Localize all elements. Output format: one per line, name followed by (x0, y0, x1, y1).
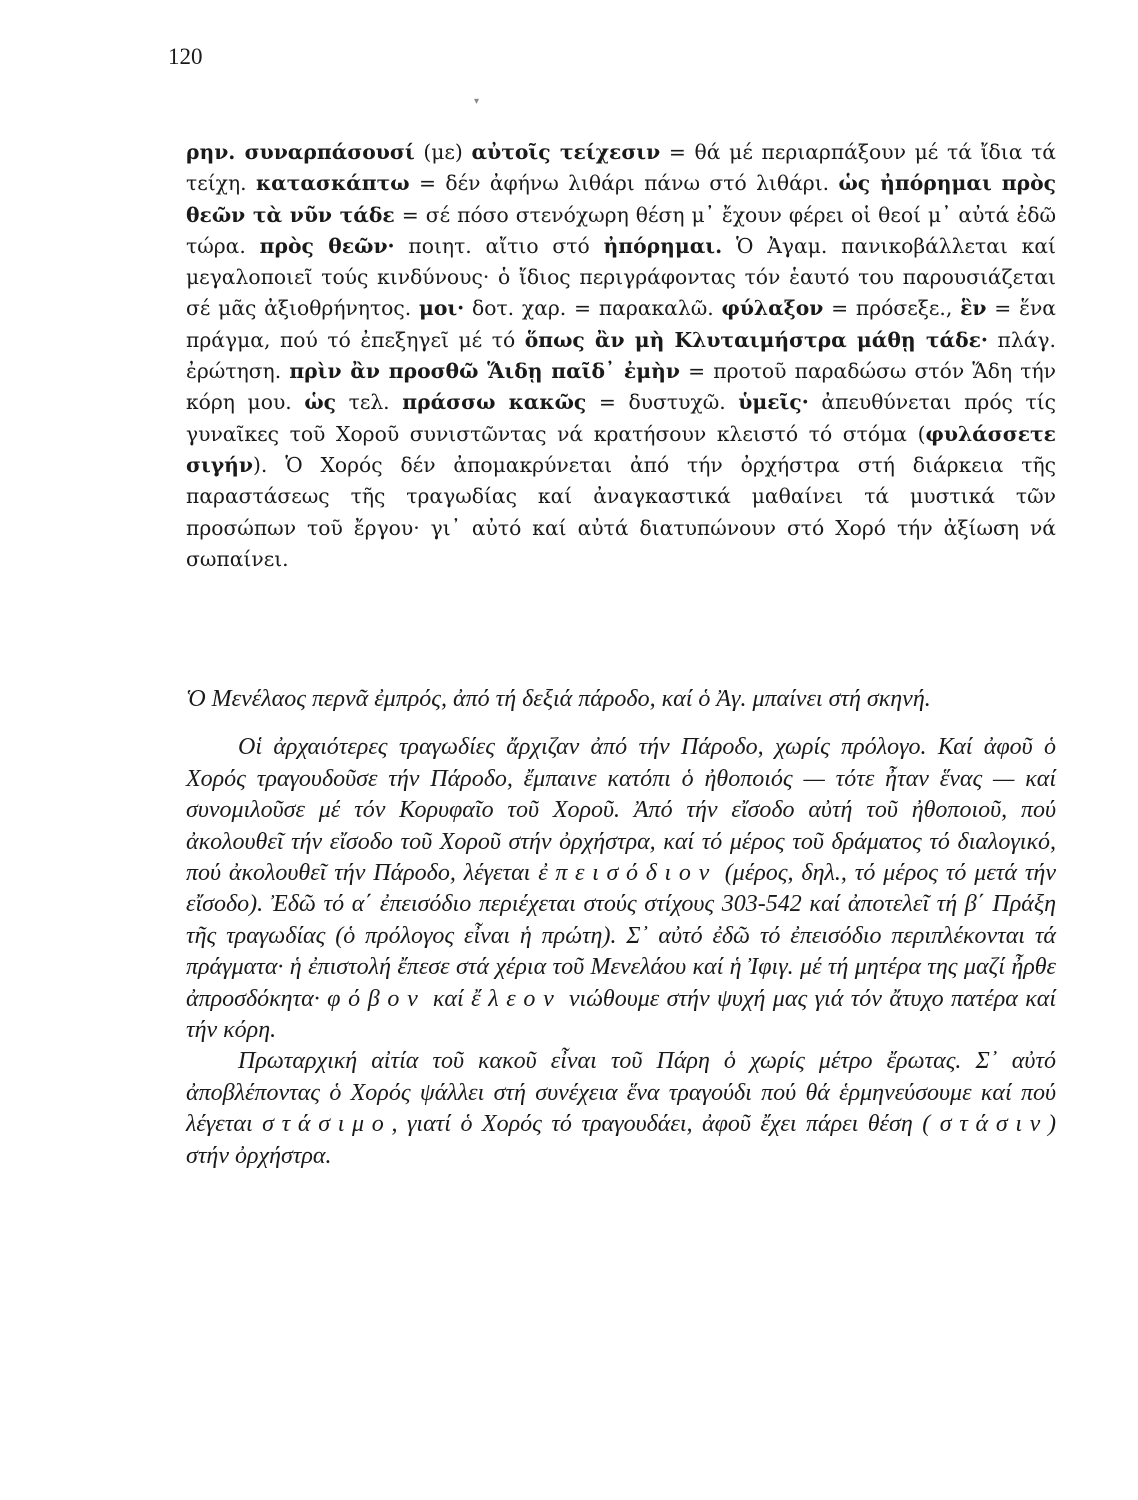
spaced-term: φόβον (327, 985, 426, 1012)
text-run: ἀπευθύνεται πρός τίς γυναῖκες τοῦ Χοροῦ συνιστῶντας νά κρατήσουν κλειστό τό στόμα ( (186, 390, 1057, 446)
text-run: Πρωταρχική αἰτία τοῦ κακοῦ εἶναι τοῦ Πάρη ὁ χωρίς μέτρο ἔρωτας. Σ᾿ αὐτό ἀποβλέποντας ὁ Χορός ψάλλει στή συνέχεια ἕνα τραγούδι πού θά ἑρμηνεύσουμε καί πού λέγεται (186, 1048, 1056, 1138)
bold-lemma: μοι· (418, 296, 465, 321)
commentary-text (186, 137, 1056, 575)
paragraph-stasimon (186, 1046, 1056, 1172)
text-run: = σέ πόσο στενόχωρη θέση μ᾿ ἔχουν φέρει οἱ θεοί μ᾿ αὐτά ἐδῶ τώρα. (186, 202, 1056, 258)
bold-lemma: ρην. (186, 140, 245, 164)
paragraph-episode (186, 732, 1056, 1046)
bold-lemma: πρὸς θεῶν· (259, 233, 395, 258)
text-run: ) στήν ὀρχήστρα. (186, 1111, 1057, 1169)
page-number: 120 (168, 44, 203, 69)
spaced-term: ἐπεισόδιον (538, 860, 717, 887)
text-run: , γιατί ὁ Χορός τό τραγουδάει, ἀφοῦ ἔχει πάρει θέση ( (391, 1111, 940, 1138)
text-run: = ἕνα πράγμα, πού τό ἐπεξηγεῖ μέ τό (186, 296, 1056, 352)
text-run: τελ. (336, 390, 403, 415)
bold-lemma: φύλαξον (721, 296, 824, 321)
text-run: πλάγ. ἐρώτηση. (186, 327, 1056, 384)
bold-lemma: ὡς ἠπόρημαι πρὸς θεῶν τὰ νῦν τάδε (186, 171, 1057, 227)
bold-lemma: ὑμεῖς· (738, 390, 809, 415)
text-run: = προτοῦ παραδώσω στόν Ἅδη τήν κόρη μου. (186, 359, 1056, 415)
spaced-term: στάσιμο (262, 1111, 392, 1138)
text-run: = πρόσεξε., (823, 296, 961, 321)
text-run: (με) (414, 140, 472, 164)
text-run: Οἱ ἀρχαιότερες τραγωδίες ἄρχιζαν ἀπό τήν Πάροδο, χωρίς πρόλογο. Καί ἀφοῦ ὁ Χορός τραγουδοῦσε τήν Πάροδο, ἔμπαινε κατόπι ὁ ἠθοποιός — τότε ἦταν ἕνας — καί συνομιλοῦσε μέ τόν Κορυφαῖο τοῦ Χοροῦ. Ἀπό τήν εἴσοδο αὐτή τοῦ ἠθοποιοῦ, πού ἀκολουθεῖ τήν εἴσοδο τοῦ Χοροῦ στήν ὀρχήστρα, καί τό μέρος τοῦ δράματος τό διαλογικό, πού ἀκολουθεῖ τήν Πάροδο, λέγεται (186, 734, 1056, 887)
text-run: (μέρος, δηλ., τό μέρος τό μετά τήν εἴσοδο). Ἐδῶ τό α΄ ἐπεισόδιο περιέχεται στούς στίχους 303-542 καί ἀποτελεῖ τή β΄ Πράξη τῆς τραγωδίας (ὁ πρόλογος εἶναι ἡ πρώτη). Σ᾿ αὐτό ἐδῶ τό ἐπεισόδιο περιπλέκονται τά πράγματα· ἡ ἐπιστολή ἔπεσε στά χέρια τοῦ Μενελάου καί ἡ Ἰφιγ. μέ τή μητέρα της μαζί ἦρθε ἀπροσδόκητα· (186, 860, 1056, 1012)
bold-lemma: ὅπως ἂν μὴ Κλυταιμήστρα μάθῃ τάδε· (524, 327, 988, 352)
bold-lemma: ὡς (304, 390, 336, 415)
text-run: καί (425, 985, 472, 1012)
spaced-term: στάσιν (939, 1111, 1049, 1138)
text-run: ποιητ. αἴτιο στό (394, 233, 604, 258)
main-prose (186, 684, 1056, 1172)
bold-lemma: συναρπάσουσί (244, 140, 415, 164)
text-run: ). Ὁ Χορός δέν ἀπομακρύνεται ἀπό τήν ὀρχήστρα στή διάρκεια τῆς παραστάσεως τῆς τραγωδίας καί ἀναγκαστικά μαθαίνει τά μυστικά τῶν προσώπων τοῦ ἔργου· γι᾿ αὐτό καί αὐτά διατυπώνουν στό Χορό τήν ἀξίωση νά σωπαίνει. (186, 452, 1056, 571)
text-run: = δέν ἀφήνω λιθάρι πάνω στό λιθάρι. (409, 171, 839, 196)
text-run: = δυστυχῶ. (586, 390, 739, 415)
bold-lemma: ἓν (960, 296, 987, 321)
stage-direction: Ὁ Μενέλαος περνᾶ ἐμπρός, ἀπό τή δεξιά πάροδο, καί ὁ Ἀγ. μπαίνει στή σκηνή. (186, 686, 931, 712)
bold-lemma: πράσσω κακῶς (402, 390, 587, 415)
text-run: νιώθουμε στήν ψυχή μας γιά τόν ἄτυχο πατέρα καί τήν κόρη. (186, 985, 1057, 1044)
bold-lemma: αὐτοῖς τείχεσιν (471, 140, 661, 164)
text-run: δοτ. χαρ. = παρακαλῶ. (464, 296, 722, 321)
bold-lemma: ἠπόρημαι. (603, 233, 723, 258)
spaced-term: ἔλεον (471, 985, 562, 1012)
text-run: = θά μέ περιαρπάξουν μέ τά ἴδια τά τείχη. (186, 140, 1056, 196)
bold-lemma: πρὶν ἂν προσθῶ Ἅιδῃ παῖδ᾿ ἐμὴν (289, 359, 680, 384)
scan-mark: ▾ (474, 96, 480, 107)
bold-lemma: φυλάσσετε σιγήν (186, 421, 1056, 477)
text-run: Ὁ Ἀγαμ. πανικοβάλλεται καί μεγαλοποιεῖ τούς κινδύνους· ὁ ἴδιος περιγράφοντας τόν ἑαυτό του παρουσιάζεται σέ μᾶς ἀξιοθρήνητος. (186, 233, 1057, 321)
bold-lemma: κατασκάπτω (255, 171, 410, 196)
